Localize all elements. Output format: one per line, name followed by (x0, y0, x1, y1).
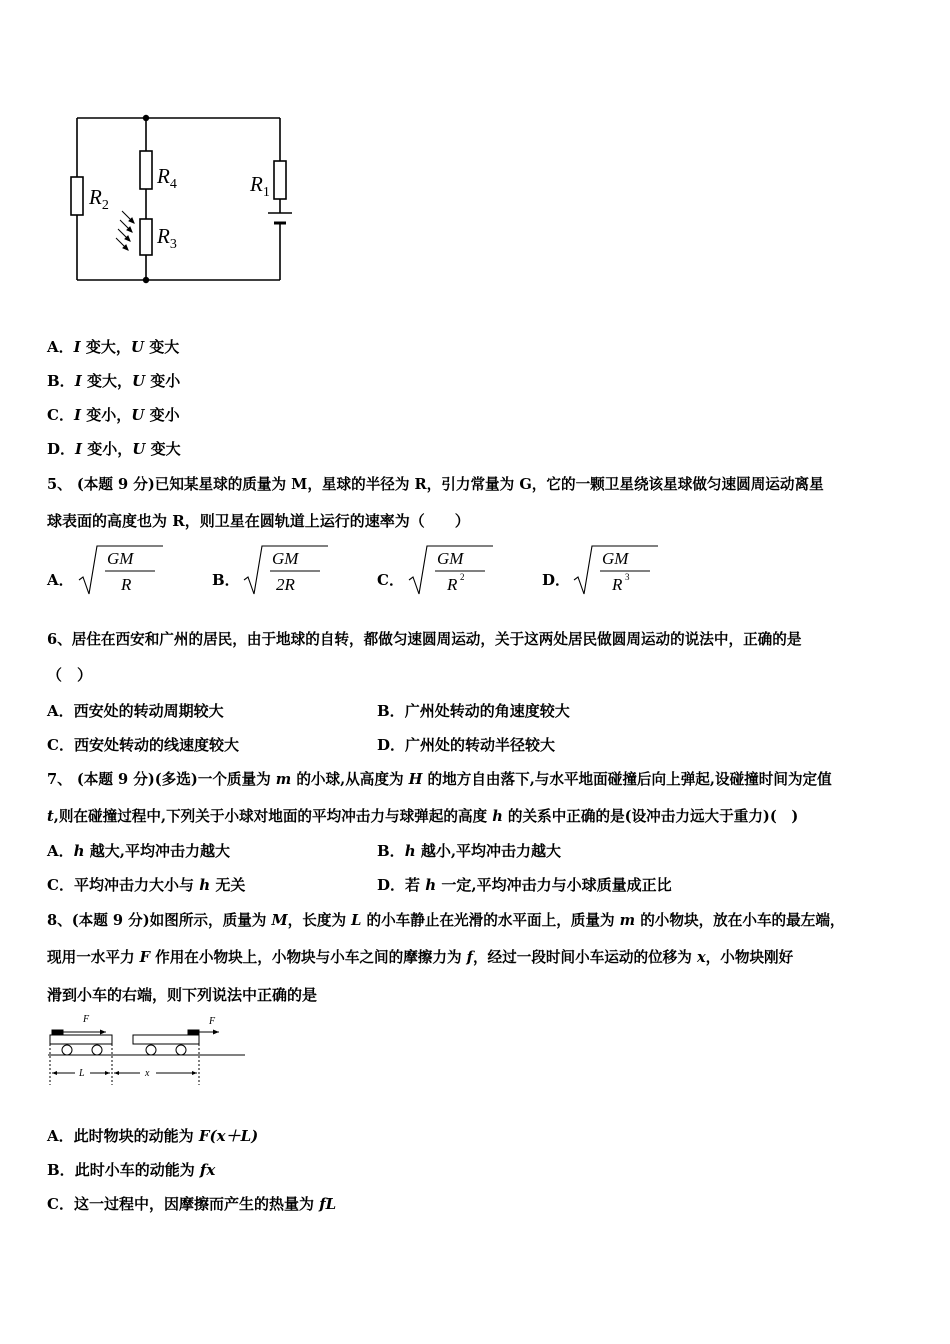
junction-dot (143, 115, 149, 121)
svg-text:F: F (83, 1014, 90, 1025)
svg-text:GM: GM (437, 549, 464, 568)
sqrt-fraction (240, 544, 330, 596)
label-r3: $R_3$ (157, 224, 177, 252)
svg-text:R: R (447, 575, 458, 594)
q6-stem-line2: （ ） (47, 666, 93, 684)
q6-option-d: D．广州处的转动半径较大 (377, 736, 556, 754)
q7-option-b: B．h 越小,平均冲击力越大 (377, 842, 562, 860)
q4-option-a: A．I 变大，U 变大 (47, 338, 180, 356)
q8-stem-line2: 现用一水平力 F 作用在小物块上，小物块与小车之间的摩擦力为 f，经过一段时间小车运动的位移为 x，小物块刚好 (47, 949, 794, 966)
sqrt-fraction (405, 544, 495, 596)
light-arrows-icon (116, 211, 134, 250)
q8-option-c: C．这一过程中，因摩擦而产生的热量为 fL (47, 1195, 337, 1213)
sqrt-fraction (570, 544, 660, 596)
circuit-diagram (60, 105, 310, 295)
resistor-r4 (140, 151, 152, 189)
q7-stem-line2: t,则在碰撞过程中,下列关于小球对地面的平均冲击力与球弹起的高度 h 的关系中正确的是(设冲击力远大于重力)( ) (47, 808, 799, 825)
label-r1: $R_1$ (250, 172, 270, 200)
resistor-r2 (71, 177, 83, 215)
q5-stem-line2: 球表面的高度也为 R，则卫星在圆轨道上运行的速率为（ ） (47, 512, 470, 530)
label-r4: $R_4$ (157, 164, 177, 192)
q6-option-b: B．广州处转动的角速度较大 (377, 702, 570, 720)
label-r2: $R_2$ (89, 185, 109, 213)
svg-text:F: F (209, 1016, 216, 1027)
battery-icon (268, 213, 292, 223)
q8-stem-line1: 8、(本题 9 分)如图所示，质量为 M，长度为 L 的小车静止在光滑的水平面上，质量为 m 的小物块，放在小车的最左端， (47, 912, 845, 929)
resistor-r1 (274, 161, 286, 199)
q6-option-a: A．西安处的转动周期较大 (47, 702, 224, 720)
svg-text:2: 2 (460, 572, 465, 582)
resistor-r3 (140, 219, 152, 255)
q7-stem-line1: 7、 (本题 9 分)(多选)一个质量为 m 的小球,从高度为 H 的地方自由落下,与水平地面碰撞后向上弹起,设碰撞时间为定值 (47, 771, 832, 788)
svg-text:x: x (145, 1068, 150, 1079)
q8-option-b: B．此时小车的动能为 fx (47, 1161, 216, 1179)
svg-text:GM: GM (107, 549, 134, 568)
sqrt-fraction (75, 544, 165, 596)
q4-option-d: D．I 变小，U 变大 (47, 440, 181, 458)
q8-option-a: A．此时物块的动能为 F(x＋L) (47, 1127, 259, 1145)
q5-stem-line1: 5、 (本题 9 分)已知某星球的质量为 M，星球的半径为 R，引力常量为 G，它的一颗卫星绕该星球做匀速圆周运动离星 (47, 476, 824, 493)
svg-text:R: R (612, 575, 623, 594)
cart-diagram (40, 1010, 255, 1090)
svg-text:GM: GM (602, 549, 629, 568)
q7-option-d: D．若 h 一定,平均冲击力与小球质量成正比 (377, 876, 672, 894)
svg-text:R: R (121, 575, 132, 594)
junction-dot (143, 277, 149, 283)
q8-stem-line3: 滑到小车的右端，则下列说法中正确的是 (47, 986, 318, 1004)
q7-option-c: C．平均冲击力大小与 h 无关 (47, 876, 246, 894)
svg-text:2R: 2R (276, 575, 295, 594)
svg-text:3: 3 (625, 572, 630, 582)
q6-stem-line1: 6、居住在西安和广州的居民，由于地球的自转，都做匀速圆周运动，关于这两处居民做圆周运动的说法中，正确的是 (47, 631, 802, 648)
q4-option-b: B．I 变大，U 变小 (47, 372, 181, 390)
q7-option-a: A．h 越大,平均冲击力越大 (47, 842, 230, 860)
svg-text:L: L (79, 1068, 85, 1079)
q6-option-c: C．西安处转动的线速度较大 (47, 736, 239, 754)
svg-text:GM: GM (272, 549, 299, 568)
q4-option-c: C．I 变小，U 变小 (47, 406, 180, 424)
